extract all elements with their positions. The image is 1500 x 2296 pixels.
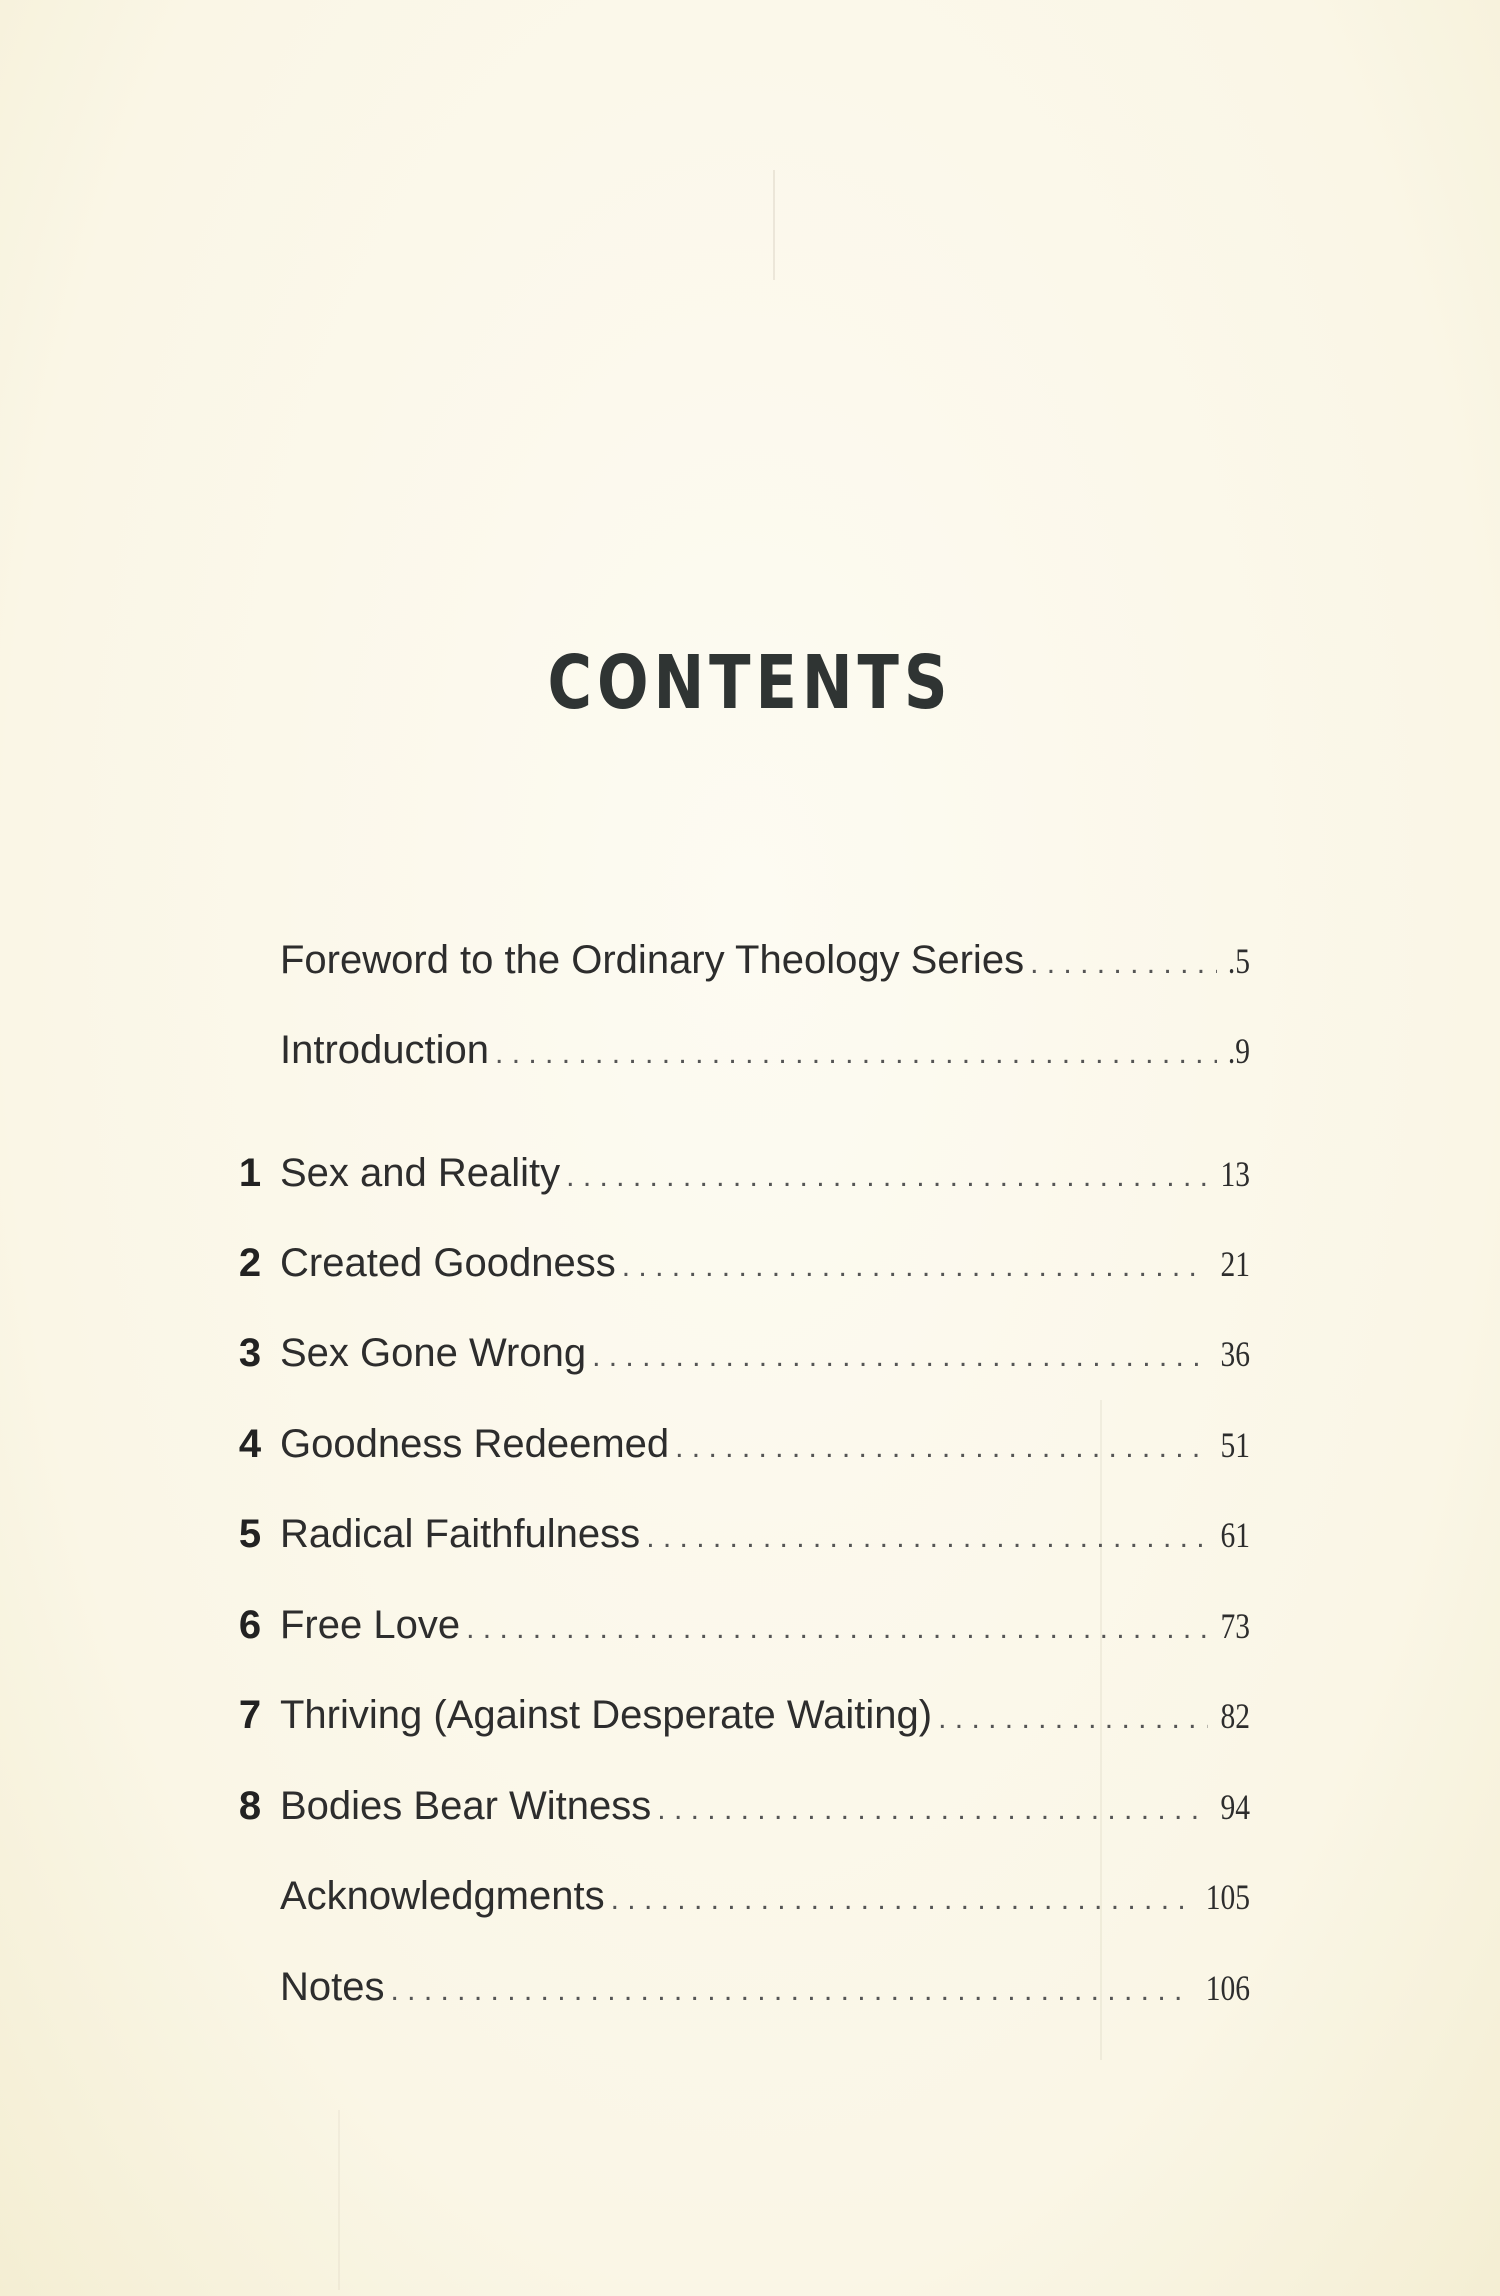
toc-entry-chapter-4[interactable] (220, 1414, 1250, 1474)
page-number: .9 (1227, 1031, 1250, 1071)
dot-leader (657, 1780, 1208, 1840)
entry-title: Foreword to the Ordinary Theology Series (280, 938, 1025, 982)
dot-leader (566, 1147, 1208, 1207)
chapter-number: 5 (238, 1512, 262, 1556)
toc-entry-chapter-7[interactable] (220, 1685, 1250, 1745)
entry-title: Sex Gone Wrong (280, 1331, 587, 1375)
dot-leader (675, 1418, 1208, 1478)
page-number: 94 (1220, 1787, 1250, 1827)
page-number: 106 (1205, 1968, 1250, 2008)
chapter-number: 3 (238, 1331, 262, 1375)
page-number: 36 (1220, 1334, 1250, 1374)
entry-title: Goodness Redeemed (280, 1422, 670, 1466)
chapter-number: 6 (238, 1603, 262, 1647)
chapter-number: 1 (238, 1151, 262, 1195)
dot-leader (391, 1961, 1191, 2021)
page-number: 13 (1220, 1154, 1250, 1194)
entry-title: Acknowledgments (280, 1874, 605, 1918)
toc-entry-notes[interactable] (220, 1957, 1250, 2017)
chapter-number: 7 (238, 1693, 262, 1737)
toc-entry-chapter-6[interactable] (220, 1595, 1250, 1655)
toc-entry-chapter-1[interactable] (220, 1143, 1250, 1203)
page-number: 51 (1220, 1425, 1250, 1465)
page-number: 21 (1220, 1244, 1250, 1284)
dot-leader (592, 1327, 1208, 1387)
chapter-number: 4 (238, 1422, 262, 1466)
toc-entry-foreword[interactable] (220, 930, 1250, 990)
dot-leader (646, 1508, 1208, 1568)
dot-leader (938, 1689, 1208, 1749)
entry-title: Bodies Bear Witness (280, 1784, 652, 1828)
dot-leader (466, 1599, 1208, 1659)
entry-title: Sex and Reality (280, 1151, 561, 1195)
dot-leader (495, 1024, 1217, 1084)
chapter-number: 8 (238, 1784, 262, 1828)
dot-leader (1030, 934, 1217, 994)
entry-title: Thriving (Against Desperate Waiting) (280, 1693, 933, 1737)
chapter-number: 2 (238, 1241, 262, 1285)
entry-title: Free Love (280, 1603, 461, 1647)
toc-entry-introduction[interactable] (220, 1020, 1250, 1080)
page-number: 82 (1220, 1696, 1250, 1736)
entry-title: Notes (280, 1965, 385, 2009)
page-number: 73 (1220, 1606, 1250, 1646)
entry-title: Created Goodness (280, 1241, 616, 1285)
entry-title: Radical Faithfulness (280, 1512, 641, 1556)
toc-entry-chapter-3[interactable] (220, 1323, 1250, 1383)
dot-leader (611, 1870, 1190, 1930)
page-number: 105 (1205, 1877, 1250, 1917)
toc-entry-chapter-5[interactable] (220, 1504, 1250, 1564)
toc-entry-acknowledgments[interactable] (220, 1866, 1250, 1926)
page-number: .5 (1227, 941, 1250, 981)
dot-leader (622, 1237, 1208, 1297)
toc-entry-chapter-2[interactable] (220, 1233, 1250, 1293)
page-title: CONTENTS (547, 640, 953, 726)
toc-entry-chapter-8[interactable] (220, 1776, 1250, 1836)
entry-title: Introduction (280, 1028, 490, 1072)
page-number: 61 (1220, 1515, 1250, 1555)
